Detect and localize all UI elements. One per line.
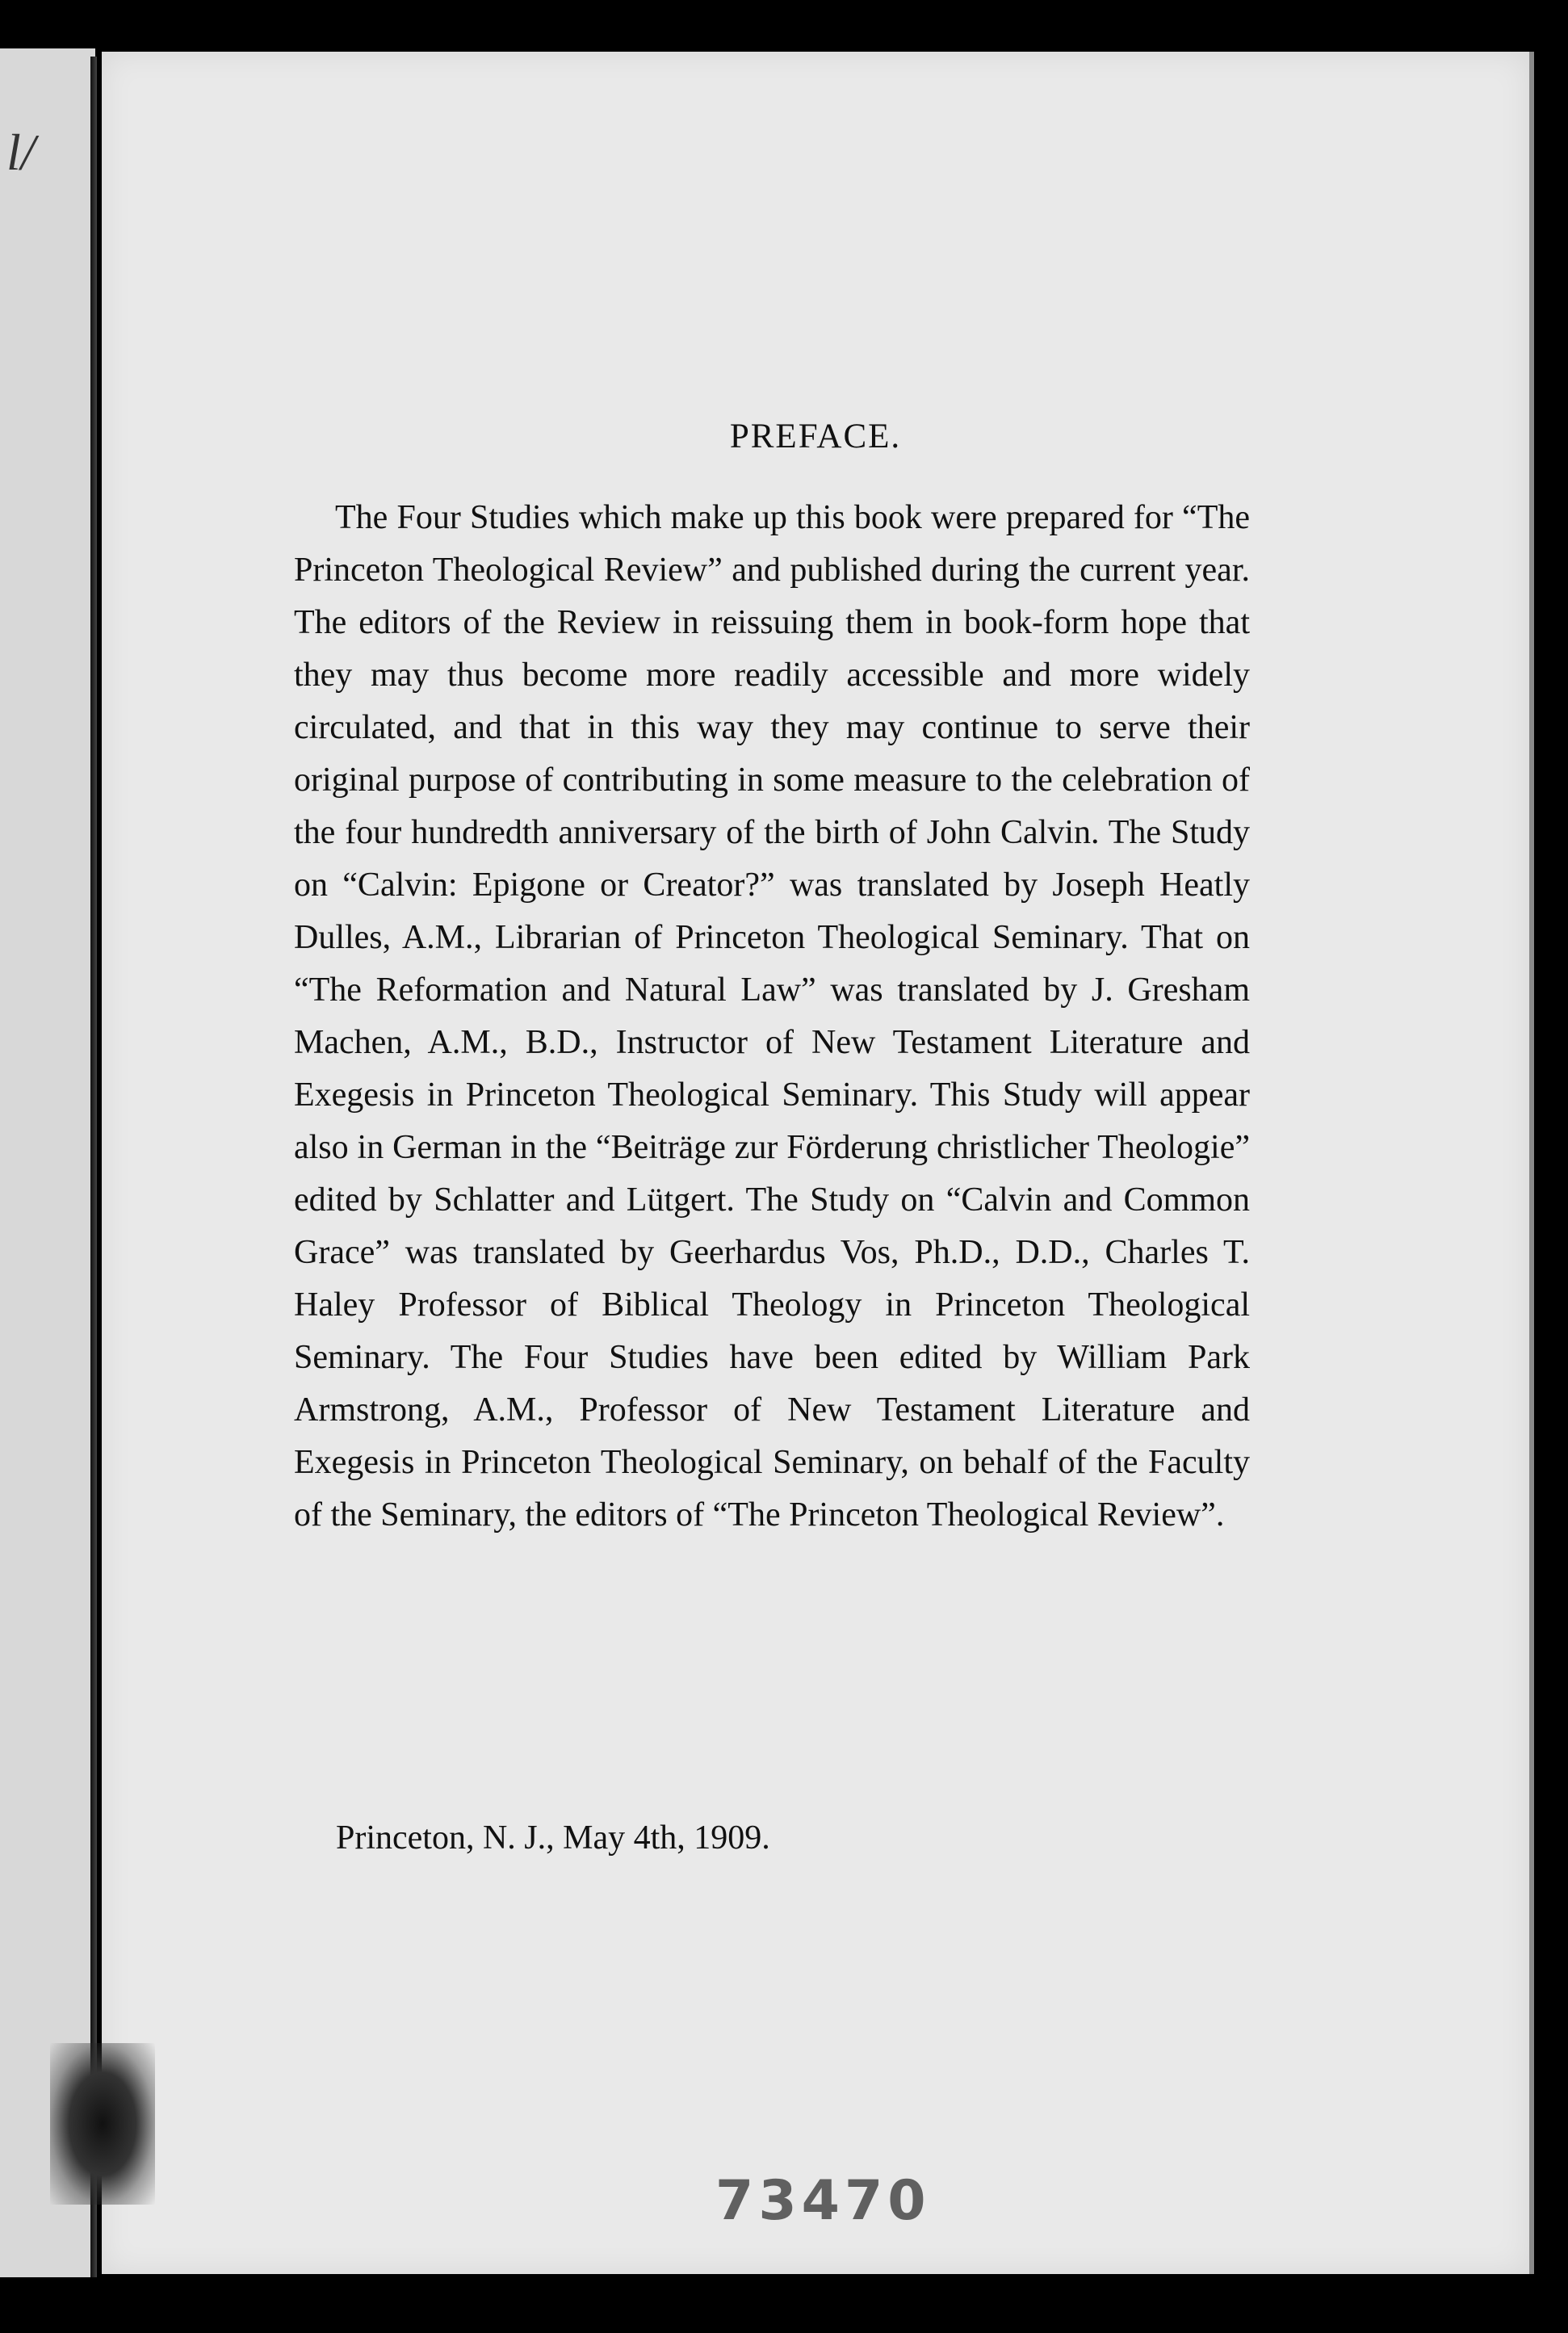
binding-shadow bbox=[90, 57, 97, 2277]
page-heading: PREFACE. bbox=[729, 418, 902, 455]
place-date-signoff: Princeton, N. J., May 4th, 1909. bbox=[336, 1819, 770, 1857]
margin-mark: l/ bbox=[6, 124, 36, 181]
page-right-edge bbox=[1529, 52, 1534, 2274]
accession-stamp: 73470 bbox=[715, 2169, 931, 2233]
ink-smudge bbox=[50, 2043, 155, 2205]
adjacent-page-edge bbox=[0, 48, 95, 2277]
preface-paragraph: The Four Studies which make up this book were prepared for “The Princeton Theological Review” and published during the current year. The editors of the Review in reissuing them in book-form hope that they may thus become more readily accessible and more widely circulated, and that in this way they may continue to serve their original purpose of contributing in some measure to the celebration of the four hundredth anniversary of the birth of John Calvin. The Study on “Calvin: Epigone or Creator?” was translated by Joseph Heatly Dulles, A.M., Librarian of Princeton Theological Seminary. That on “The Reformation and Natural Law” was translated by J. Gresham Machen, A.M., B.D., Instructor of New Testament Literature and Exegesis in Princeton Theological Seminary. This Study will appear also in German in the “Beiträge zur Förderung christlicher Theologie” edited by Schlatter and Lütgert. The Study on “Calvin and Common Grace” was translated by Geerhardus Vos, Ph.D., D.D., Charles T. Haley Professor of Biblical Theology in Princeton Theological Seminary. The Four Studies have been edited by William Park Armstrong, A.M., Professor of New Testament Literature and Exegesis in Princeton Theological Seminary, on behalf of the Faculty of the Seminary, the editors of “The Princeton Theological Review”. bbox=[294, 499, 1250, 1534]
book-page bbox=[102, 52, 1529, 2274]
